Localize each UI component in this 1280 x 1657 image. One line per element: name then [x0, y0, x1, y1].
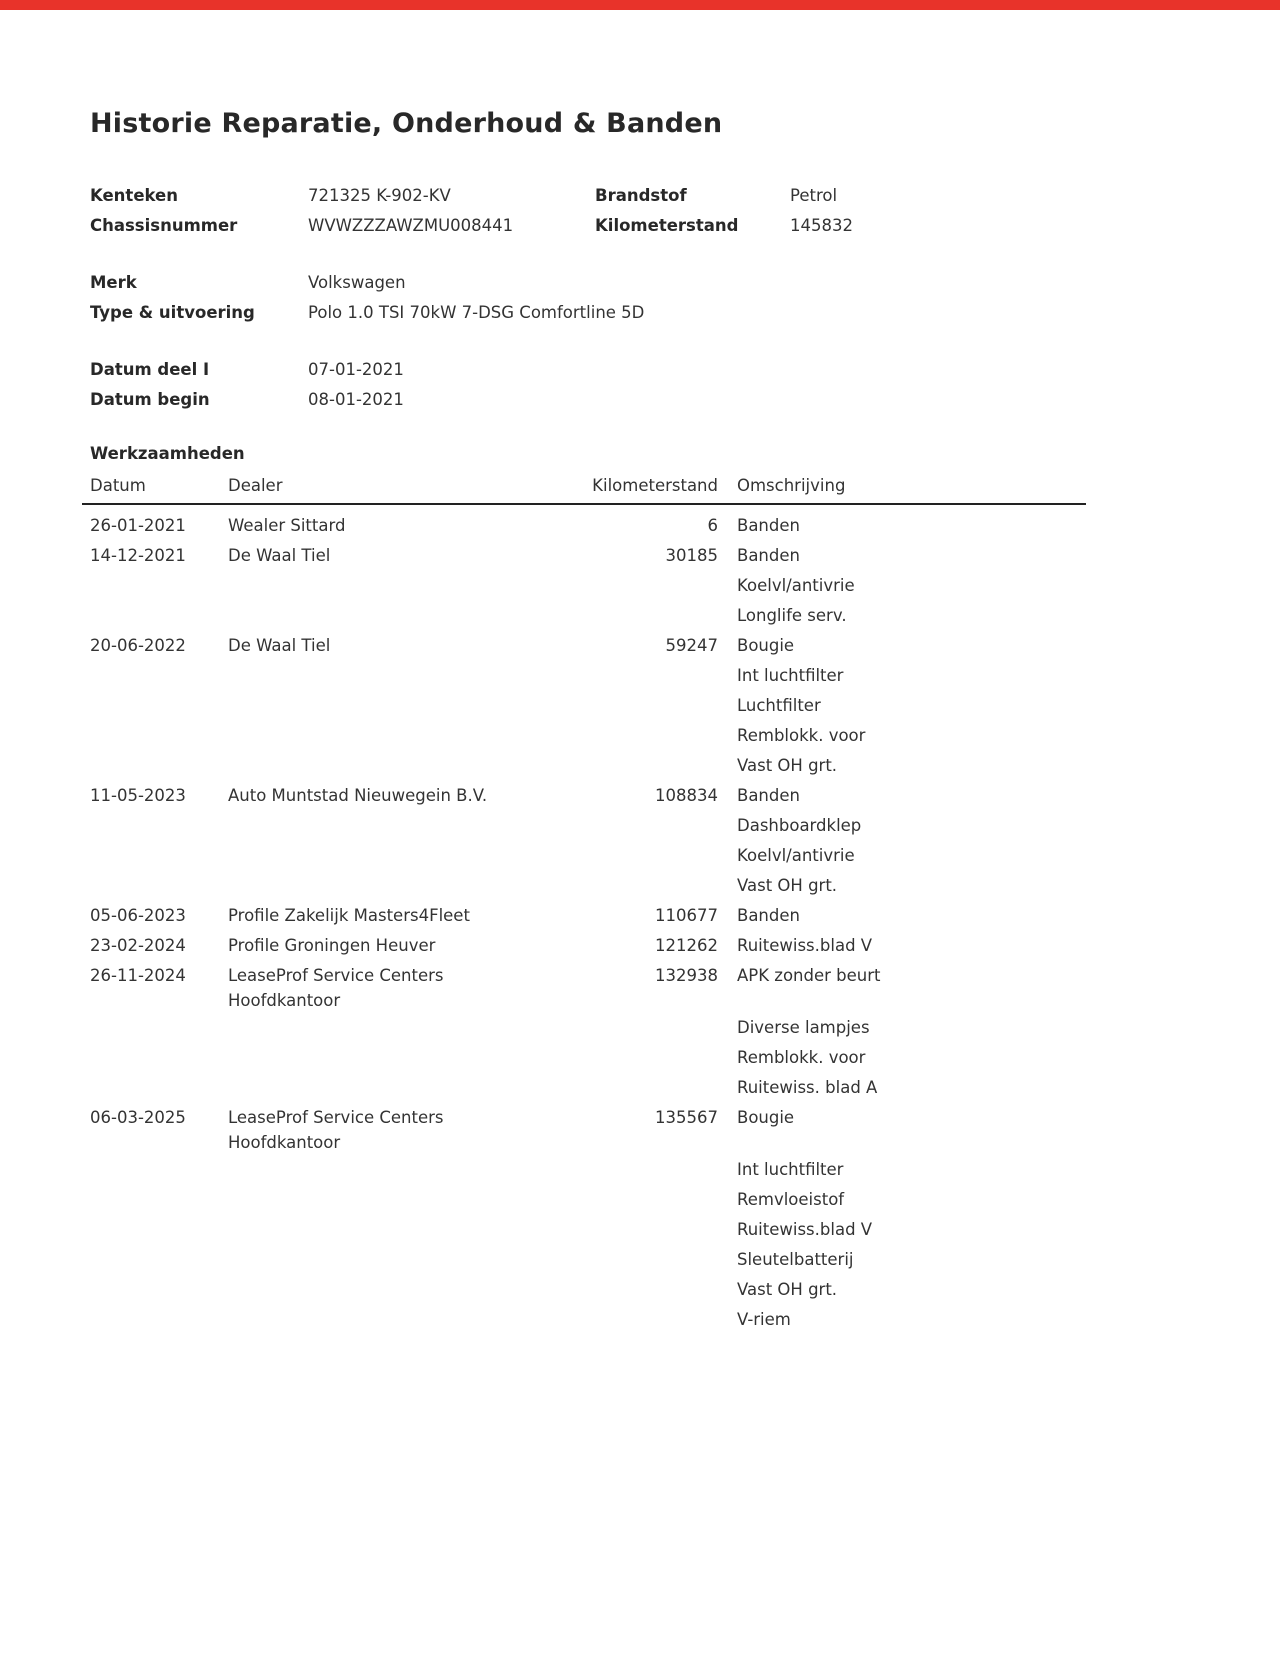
omschrijving-item: Bougie	[737, 1108, 795, 1127]
kenteken-label: Kenteken	[90, 186, 178, 205]
row-omschrijving	[718, 631, 1086, 781]
omschrijving-item: V-riem	[737, 1310, 791, 1329]
omschrijving-item: Dashboardklep	[737, 816, 862, 835]
omschrijving-item: Ruitewiss.blad V	[737, 1220, 873, 1239]
omschrijving-item: Banden	[737, 786, 800, 805]
omschrijving-item: Longlife serv.	[737, 606, 847, 625]
row-datum: 26-01-2021	[90, 516, 186, 535]
omschrijving-item: Diverse lampjes	[737, 1018, 870, 1037]
omschrijving-item: Remblokk. voor	[737, 1048, 866, 1067]
merk-label: Merk	[90, 273, 137, 292]
table-row	[82, 541, 1086, 631]
kilometerstand-value: 145832	[790, 216, 853, 235]
row-datum: 23-02-2024	[90, 936, 186, 955]
omschrijving-item: Ruitewiss.blad V	[737, 936, 873, 955]
dealer-name-line1: LeaseProf Service Centers	[228, 966, 444, 985]
row-kilometerstand: 59247	[665, 636, 718, 655]
row-kilometerstand: 108834	[655, 786, 718, 805]
row-datum: 11-05-2023	[90, 786, 186, 805]
omschrijving-item: Int luchtfilter	[737, 1160, 844, 1179]
vehicle-id-block	[90, 181, 1190, 241]
table-row	[82, 901, 1086, 931]
omschrijving-item: Banden	[737, 516, 800, 535]
dealer-name-line1: LeaseProf Service Centers	[228, 1108, 444, 1127]
chassisnummer-value: WVWZZZAWZMU008441	[308, 216, 514, 235]
row-dealer: Profile Groningen Heuver	[228, 936, 436, 955]
omschrijving-item: Koelvl/antivrie	[737, 576, 855, 595]
chassisnummer-label: Chassisnummer	[90, 216, 238, 235]
row-datum: 06-03-2025	[90, 1108, 186, 1127]
datum-deel-label: Datum deel I	[90, 360, 210, 379]
page-title: Historie Reparatie, Onderhoud & Banden	[90, 108, 723, 139]
col-header-kilometerstand: Kilometerstand	[592, 476, 718, 495]
row-datum: 20-06-2022	[90, 636, 186, 655]
dealer-name-line2: Hoofdkantoor	[228, 991, 341, 1010]
table-row	[82, 961, 1086, 1103]
brandstof-value: Petrol	[790, 186, 838, 205]
type-uitvoering-value: Polo 1.0 TSI 70kW 7-DSG Comfortline 5D	[308, 303, 645, 322]
row-dealer: Auto Muntstad Nieuwegein B.V.	[228, 786, 488, 805]
omschrijving-item: Bougie	[737, 636, 795, 655]
omschrijving-item: Vast OH grt.	[737, 876, 838, 895]
row-omschrijving	[718, 901, 1086, 931]
row-omschrijving	[718, 961, 1086, 1103]
omschrijving-item: Remvloeistof	[737, 1190, 845, 1209]
table-body	[82, 505, 1086, 1335]
col-header-omschrijving: Omschrijving	[737, 476, 846, 495]
row-kilometerstand: 110677	[655, 906, 718, 925]
table-row	[82, 931, 1086, 961]
row-datum: 14-12-2021	[90, 546, 186, 565]
omschrijving-item: Banden	[737, 546, 800, 565]
werkzaamheden-table	[82, 471, 1086, 1335]
col-header-dealer: Dealer	[228, 476, 283, 495]
row-omschrijving	[718, 511, 1086, 541]
merk-value: Volkswagen	[308, 273, 406, 292]
omschrijving-item: Sleutelbatterij	[737, 1250, 854, 1269]
table-row	[82, 781, 1086, 901]
row-dealer: Wealer Sittard	[228, 516, 346, 535]
row-dealer	[228, 961, 580, 1103]
row-omschrijving	[718, 781, 1086, 901]
datum-begin-label: Datum begin	[90, 390, 210, 409]
kilometerstand-label: Kilometerstand	[595, 216, 739, 235]
brandstof-label: Brandstof	[595, 186, 687, 205]
top-accent-bar	[0, 0, 1280, 10]
row-dealer: De Waal Tiel	[228, 636, 331, 655]
dates-block	[90, 355, 1190, 415]
table-header-row	[82, 471, 1086, 505]
row-dealer: De Waal Tiel	[228, 546, 331, 565]
kenteken-value: 721325 K-902-KV	[308, 186, 451, 205]
omschrijving-item: Remblokk. voor	[737, 726, 866, 745]
omschrijving-item: Vast OH grt.	[737, 1280, 838, 1299]
row-dealer: Profile Zakelijk Masters4Fleet	[228, 906, 470, 925]
omschrijving-item: Ruitewiss. blad A	[737, 1078, 878, 1097]
table-row	[82, 631, 1086, 781]
row-kilometerstand: 132938	[655, 966, 718, 985]
vehicle-type-block	[90, 268, 1190, 328]
row-datum: 26-11-2024	[90, 966, 186, 985]
omschrijving-item: Koelvl/antivrie	[737, 846, 855, 865]
datum-deel-value: 07-01-2021	[308, 360, 404, 379]
table-row	[82, 1103, 1086, 1335]
col-header-datum: Datum	[90, 476, 146, 495]
omschrijving-item: Luchtfilter	[737, 696, 821, 715]
row-kilometerstand: 6	[707, 516, 718, 535]
table-row	[82, 511, 1086, 541]
omschrijving-item: Int luchtfilter	[737, 666, 844, 685]
row-dealer	[228, 1103, 580, 1335]
omschrijving-item: Vast OH grt.	[737, 756, 838, 775]
row-omschrijving	[718, 931, 1086, 961]
omschrijving-item: Banden	[737, 906, 800, 925]
omschrijving-item: APK zonder beurt	[737, 966, 881, 985]
row-kilometerstand: 135567	[655, 1108, 718, 1127]
row-kilometerstand: 121262	[655, 936, 718, 955]
row-omschrijving	[718, 1103, 1086, 1335]
datum-begin-value: 08-01-2021	[308, 390, 404, 409]
row-datum: 05-06-2023	[90, 906, 186, 925]
type-uitvoering-label: Type & uitvoering	[90, 303, 255, 322]
section-title-werkzaamheden: Werkzaamheden	[90, 444, 245, 463]
row-omschrijving	[718, 541, 1086, 631]
row-kilometerstand: 30185	[665, 546, 718, 565]
dealer-name-line2: Hoofdkantoor	[228, 1133, 341, 1152]
